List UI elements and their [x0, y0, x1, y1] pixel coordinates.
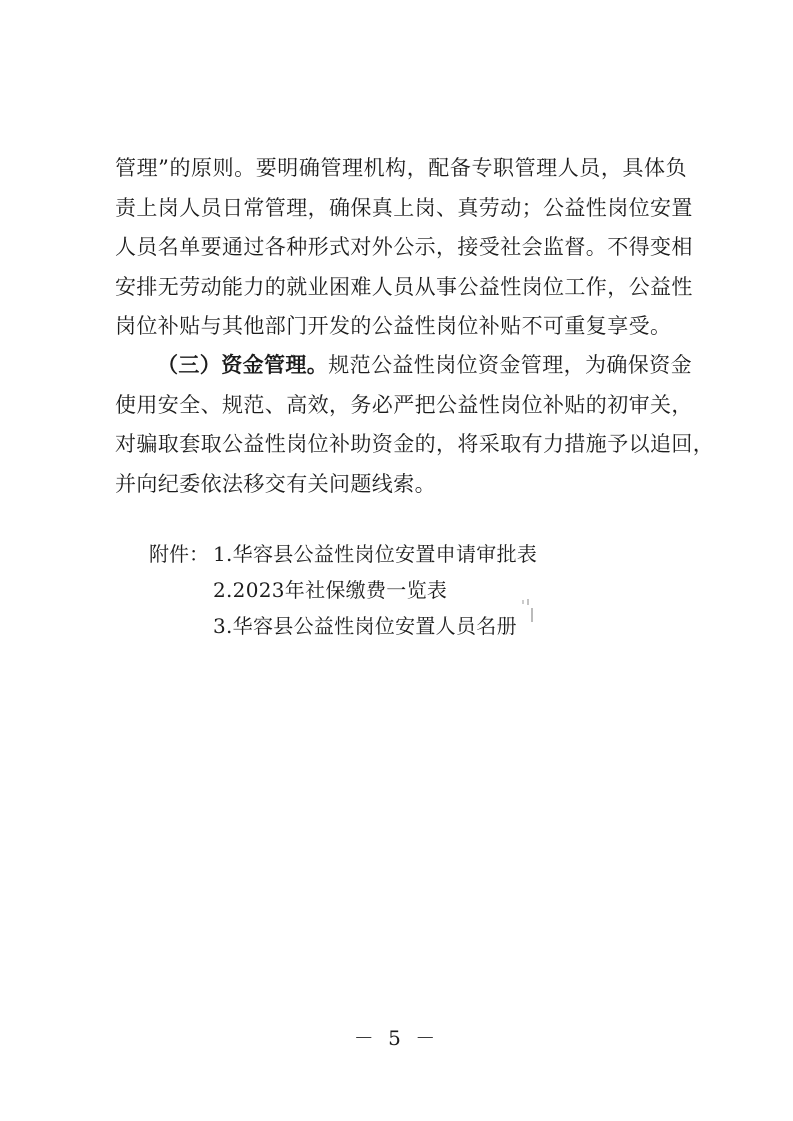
text-line: [115, 345, 693, 386]
text-line: 使用安全、规范、高效，务必严把公益性岗位补贴的初审关，: [115, 392, 693, 417]
attachment-item: [149, 536, 537, 572]
paragraph-fund-management: [115, 345, 715, 504]
text-line: 安排无劳动能力的就业困难人员从事公益性岗位工作，公益性: [115, 274, 693, 299]
attachment-item: [149, 608, 537, 644]
page-number: － 5 －: [353, 1026, 440, 1050]
text-line: 责上岗人员日常管理，确保真上岗、真劳动；公益性岗位安置: [115, 195, 693, 220]
heading-rest-text: 规范公益性岗位资金管理，为确保资金: [328, 353, 693, 377]
text-line: 管理”的原则。要明确管理机构，配备专职管理人员，具体负: [115, 156, 687, 180]
attachment-item: [149, 572, 537, 608]
attachment-title: 3.华容县公益性岗位安置人员名册: [213, 614, 517, 638]
text-line: 岗位补贴与其他部门开发的公益性岗位补贴不可重复享受。: [115, 314, 672, 338]
section-heading: （三）资金管理。: [157, 352, 329, 377]
attachments-list: [149, 536, 537, 644]
text-line: 并向纪委依法移交有关问题线索。: [115, 471, 436, 496]
attachments-label: 附件：: [149, 542, 209, 566]
text-line: 人员名单要通过各种形式对外公示，接受社会监督。不得变相: [115, 235, 693, 259]
scan-artifact-mark: [521, 594, 535, 624]
paragraph-personnel-management: [115, 149, 693, 347]
text-line: 对骗取套取公益性岗位补助资金的，将采取有力措施予以追回，: [115, 432, 715, 456]
attachment-title: 1.华容县公益性岗位安置申请审批表: [213, 542, 538, 566]
attachment-title: 2.2023年社保缴费一览表: [213, 578, 448, 602]
